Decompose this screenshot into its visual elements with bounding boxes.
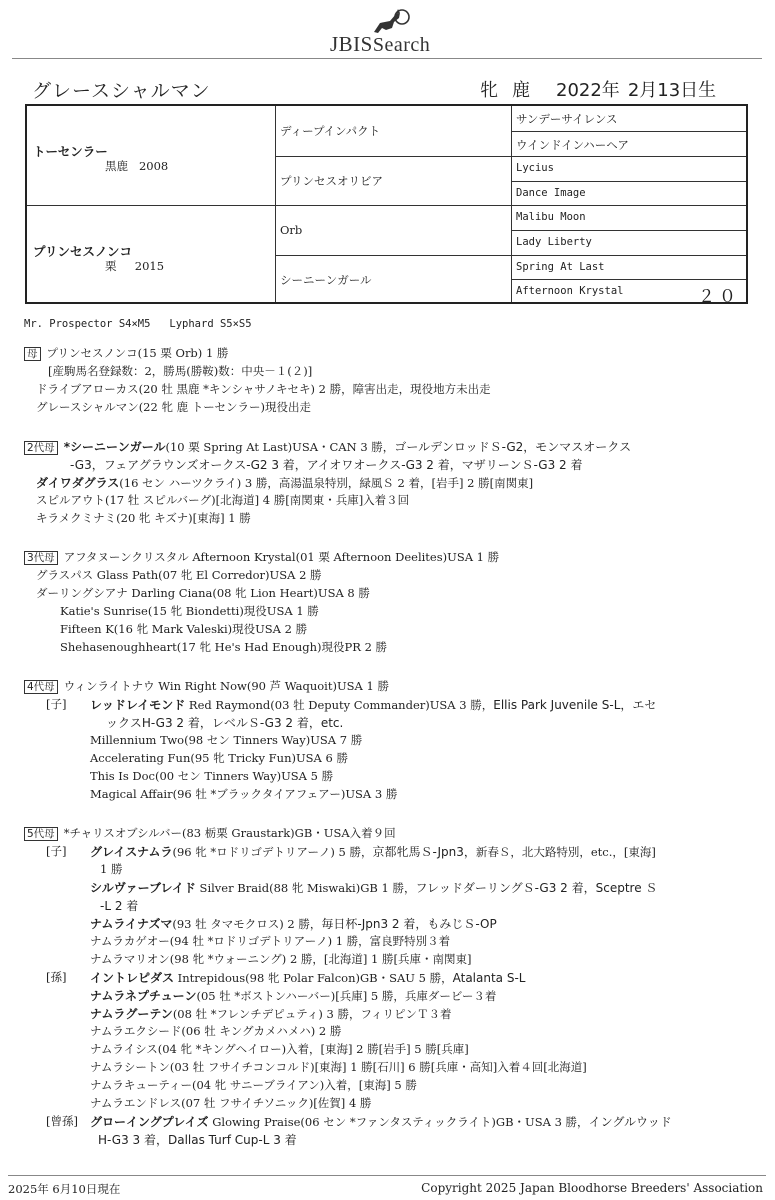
dam-sire-name: Orb bbox=[280, 223, 303, 237]
family-line bbox=[90, 933, 450, 949]
family-line bbox=[90, 987, 496, 1004]
g3-name-5: Malibu Moon bbox=[516, 211, 586, 223]
horse-sex: 牝 bbox=[480, 80, 498, 101]
horse-name-bold[interactable]: グレイスナムラ bbox=[90, 845, 173, 859]
family-line bbox=[60, 621, 307, 637]
race-result: Atalanta S-L bbox=[452, 971, 526, 985]
family-generation-header bbox=[24, 678, 389, 694]
line-text: ナムラカゲオー(94 牡 *ロドリゴデトリアーノ) 1 勝，富良野特別３着 bbox=[90, 934, 451, 948]
relation-prefix: [子] bbox=[46, 844, 67, 858]
line-text: Fifteen K(16 牝 Mark Valeski)現役USA 2 勝 bbox=[60, 622, 308, 636]
g3-name-7: Spring At Last bbox=[516, 261, 605, 273]
line-text: Shehasenoughheart(17 牝 He's Had Enough)現役PR 2 勝 bbox=[60, 640, 388, 654]
horse-name-bold[interactable]: ナムライナズマ bbox=[90, 917, 173, 931]
family-line bbox=[46, 696, 657, 713]
relation-prefix: [子] bbox=[46, 697, 67, 711]
dam-color: 栗 bbox=[105, 259, 117, 273]
horse-name-bold[interactable]: レッドレイモンド bbox=[90, 698, 186, 712]
line-text: (93 牡 タマモクロス) 2 勝， bbox=[172, 917, 322, 931]
family-line bbox=[90, 768, 333, 784]
family-line bbox=[90, 1023, 341, 1039]
dam-dam-name: シーニーンガール bbox=[280, 273, 372, 287]
family-line bbox=[90, 1005, 452, 1022]
line-text: *チャリスオブシルバー(83 栃栗 Graustark)GB・USA入着９回 bbox=[63, 826, 396, 840]
family-number: ２０ bbox=[698, 287, 740, 307]
sire-dam-name: プリンセスオリビア bbox=[280, 174, 384, 188]
logo-text-jbis: JBIS bbox=[330, 32, 373, 56]
family-line bbox=[90, 786, 397, 802]
dam-name[interactable]: プリンセスノンコ bbox=[33, 244, 133, 259]
line-text: Katie's Sunrise(15 牝 Biondetti)現役USA 1 勝 bbox=[60, 604, 319, 618]
horse-name-bold[interactable]: グローイングプレイズ bbox=[90, 1115, 209, 1129]
line-text: ダーリングシアナ Darling Ciana(08 牝 Lion Heart)USA 8 勝 bbox=[36, 586, 370, 600]
line-text: Accelerating Fun(95 牝 Tricky Fun)USA 6 勝 bbox=[90, 751, 348, 765]
family-line bbox=[36, 510, 251, 526]
birth-year: 2022年 bbox=[556, 80, 620, 101]
line-text: [産駒馬名登録数：2，勝馬(勝鞍)数：中央－１(２)] bbox=[48, 364, 313, 378]
line-text: プリンセスノンコ(15 栗 Orb) 1 勝 bbox=[46, 346, 229, 360]
horse-name-bold[interactable]: ナムラネプチューン bbox=[90, 989, 197, 1003]
logo-text-search: Search bbox=[372, 34, 431, 56]
family-line bbox=[90, 1059, 587, 1075]
line-text: (08 牡 *フレンチデピュティ) 3 勝，フィリピンＴ３着 bbox=[172, 1007, 452, 1021]
family-line bbox=[90, 732, 362, 748]
line-text: 新春Ｓ，北大路特別，etc.，[東海] bbox=[475, 845, 656, 859]
sire-sire-name: ディープインパクト bbox=[280, 124, 381, 138]
g3-name-4: Dance Image bbox=[516, 187, 586, 199]
race-result: ックスH-G3 2 着，レベルＳ-G3 2 着，etc. bbox=[106, 716, 344, 730]
family-generation-header bbox=[24, 345, 228, 361]
generation-badge: 2代母 bbox=[24, 441, 58, 455]
family-line bbox=[48, 363, 312, 379]
family-line bbox=[60, 639, 387, 655]
race-result: ゴールデンロッドＳ-G2，モンマスオークス bbox=[394, 440, 632, 454]
family-line bbox=[36, 381, 491, 397]
race-result: 京都牝馬Ｓ-Jpn3， bbox=[372, 845, 476, 859]
generation-badge: 3代母 bbox=[24, 551, 58, 565]
family-generation-header bbox=[24, 549, 499, 565]
family-line bbox=[90, 1095, 371, 1111]
line-text: (96 牝 *ロドリゴデトリアーノ) 5 勝， bbox=[172, 845, 373, 859]
line-text: (10 栗 Spring At Last)USA・CAN 3 勝， bbox=[165, 440, 395, 454]
inbreeding-summary: Mr. Prospector S4×M5 Lyphard S5×S5 bbox=[24, 318, 252, 330]
g3-name-3: Lycius bbox=[516, 162, 554, 174]
generation-badge: 母 bbox=[24, 347, 41, 361]
family-line bbox=[100, 897, 138, 914]
as-of-date: 2025年 6月10日現在 bbox=[8, 1182, 121, 1196]
family-line bbox=[46, 843, 656, 860]
sire-year: 2008 bbox=[138, 159, 169, 173]
family-line bbox=[60, 603, 319, 619]
line-text: グラスパス Glass Path(07 牝 El Corredor)USA 2 勝 bbox=[36, 568, 322, 582]
line-text: ナムラエンドレス(07 牡 フサイチソニック)[佐賀] 4 勝 bbox=[90, 1096, 372, 1110]
line-text: ナムラシートン(03 牡 フサイチコンコルド)[東海] 1 勝[石川] 6 勝[兵庫・高知]入着４回[北海道] bbox=[90, 1060, 587, 1074]
sire-color: 黒鹿 bbox=[105, 159, 128, 173]
horse-name: グレースシャルマン bbox=[32, 80, 211, 102]
family-generation-header bbox=[24, 825, 396, 841]
line-text: キラメクミナミ(20 牝 キズナ)[東海] 1 勝 bbox=[36, 511, 251, 525]
relation-prefix: [曾孫] bbox=[46, 1114, 78, 1128]
line-text: (05 牡 *ボストンハーバー)[兵庫] 5 勝，兵庫ダービー３着 bbox=[196, 989, 497, 1003]
family-line bbox=[90, 915, 497, 932]
race-result: H-G3 3 着，Dallas Turf Cup-L 3 着 bbox=[98, 1133, 297, 1147]
race-result: フレッドダーリングＳ-G3 2 着，Sceptre Ｓ bbox=[415, 881, 658, 895]
line-text: グレースシャルマン(22 牝 鹿 トーセンラー)現役出走 bbox=[36, 400, 312, 414]
family-line bbox=[90, 750, 348, 766]
family-line bbox=[90, 1041, 469, 1057]
g3-name-1: サンデーサイレンス bbox=[516, 112, 618, 126]
line-text: ウィンライトナウ Win Right Now(90 芦 Waquoit)USA 1 勝 bbox=[63, 679, 389, 693]
race-result: イングルウッド bbox=[588, 1115, 672, 1129]
line-text: This Is Doc(00 セン Tinners Way)USA 5 勝 bbox=[90, 769, 334, 783]
line-text: 1 勝 bbox=[100, 862, 123, 876]
line-text: Red Raymond(03 牡 Deputy Commander)USA 3 勝， bbox=[185, 698, 494, 712]
horse-name-bold[interactable]: *シーニーンガール bbox=[63, 440, 166, 454]
g3-name-6: Lady Liberty bbox=[516, 236, 592, 248]
line-text: Millennium Two(98 セン Tinners Way)USA 7 勝 bbox=[90, 733, 363, 747]
family-line bbox=[106, 714, 343, 731]
sire-name[interactable]: トーセンラー bbox=[33, 144, 108, 159]
g3-name-2: ウインドインハーヘア bbox=[516, 138, 629, 152]
line-text: ナムラエクシード(06 牡 キングカメハメハ) 2 勝 bbox=[90, 1024, 342, 1038]
line-text: Intrepidous(98 牝 Polar Falcon)GB・SAU 5 勝， bbox=[174, 971, 453, 985]
horse-name-bold[interactable]: シルヴァーブレイド bbox=[90, 881, 196, 895]
horse-name-bold[interactable]: ナムラグーテン bbox=[90, 1007, 173, 1021]
family-line bbox=[36, 585, 370, 601]
family-line bbox=[90, 951, 472, 967]
horse-name-bold[interactable]: イントレピダス bbox=[90, 971, 175, 985]
line-text: ナムラキューティー(04 牝 サニーブライアン)入着，[東海] 5 勝 bbox=[90, 1078, 417, 1092]
family-line bbox=[36, 474, 533, 491]
relation-prefix: [孫] bbox=[46, 970, 67, 984]
family-line bbox=[36, 492, 409, 508]
line-text: スピルアウト(17 牡 スピルバーグ)[北海道] 4 勝[南関東・兵庫]入着３回 bbox=[36, 493, 410, 507]
family-line bbox=[100, 861, 122, 877]
horse-color: 鹿 bbox=[512, 80, 530, 101]
line-text: Silver Braid(88 牝 Miswaki)GB 1 勝， bbox=[195, 881, 416, 895]
race-result: 毎日杯-Jpn3 2 着，もみじＳ-OP bbox=[321, 917, 497, 931]
line-text: (16 セン ハーツクライ) 3 勝，高湯温泉特別，緑風Ｓ 2 着，[岩手] 2 勝[南関東] bbox=[119, 476, 534, 490]
family-line bbox=[46, 969, 526, 986]
line-text: ドライブアローカス(20 牡 黒鹿 *キンシャサノキセキ) 2 勝，障害出走，現役地方未出走 bbox=[36, 382, 491, 396]
line-text: アフタヌーンクリスタル Afternoon Krystal(01 栗 Afternoon Deelites)USA 1 勝 bbox=[63, 550, 500, 564]
race-result: Ellis Park Juvenile S-L，エセ bbox=[493, 698, 657, 712]
line-text: ナムライシス(04 牝 *キングヘイロー)入着，[東海] 2 勝[岩手] 5 勝[兵庫] bbox=[90, 1042, 469, 1056]
race-result: -G3，フェアグラウンズオークス-G2 3 着，アイオワオークス-G3 2 着，マザリーンＳ-G3 2 着 bbox=[70, 458, 583, 472]
g3-name-8: Afternoon Krystal bbox=[516, 285, 624, 297]
dam-year: 2015 bbox=[134, 259, 165, 273]
generation-badge: 5代母 bbox=[24, 827, 58, 841]
family-line bbox=[90, 879, 657, 896]
birth-date: 2月13日生 bbox=[627, 80, 717, 101]
family-line bbox=[90, 1077, 417, 1093]
generation-badge: 4代母 bbox=[24, 680, 58, 694]
family-line bbox=[70, 456, 583, 473]
family-generation-header bbox=[24, 438, 631, 455]
family-line bbox=[46, 1113, 672, 1130]
line-text: ナムラマリオン(98 牝 *ウォーニング) 2 勝，[北海道] 1 勝[兵庫・南関東] bbox=[90, 952, 472, 966]
family-line bbox=[36, 567, 322, 583]
line-text: Glowing Praise(06 セン *ファンタスティックライト)GB・USA 3 勝， bbox=[208, 1115, 589, 1129]
family-line bbox=[98, 1131, 297, 1148]
horse-name-bold[interactable]: ダイワダグラス bbox=[36, 476, 120, 490]
family-line bbox=[36, 399, 311, 415]
footer-divider bbox=[8, 1175, 766, 1176]
race-result: -L 2 着 bbox=[100, 899, 139, 913]
copyright: Copyright 2025 Japan Bloodhorse Breeders' Association bbox=[421, 1181, 763, 1195]
line-text: Magical Affair(96 牡 *ブラックタイアフェアー)USA 3 勝 bbox=[90, 787, 398, 801]
